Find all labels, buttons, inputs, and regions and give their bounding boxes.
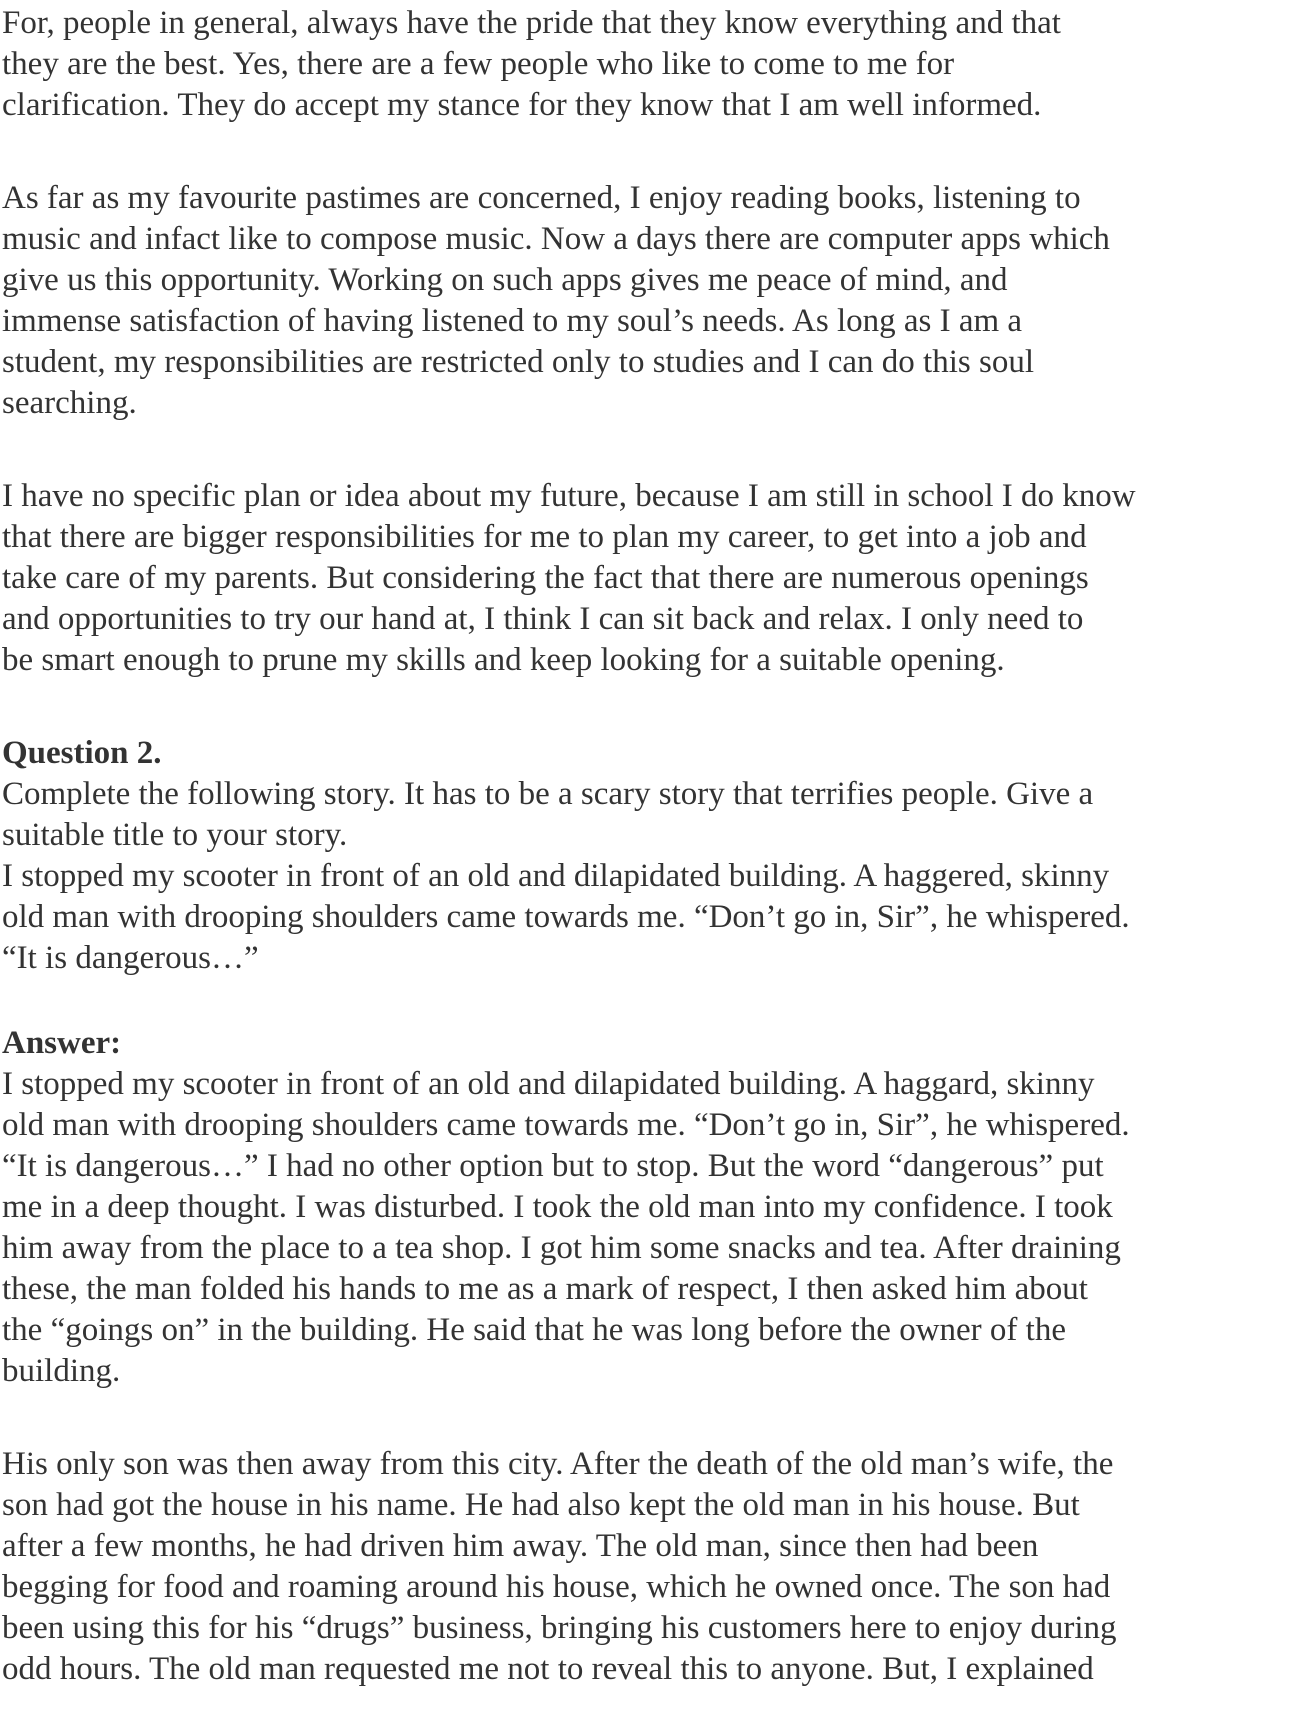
text-line: searching. bbox=[2, 385, 137, 421]
text-line: old man with drooping shoulders came towards me. “Don’t go in, Sir”, he whispered. bbox=[2, 899, 1130, 935]
text-line: As far as my favourite pastimes are concerned, I enjoy reading books, listening to bbox=[2, 180, 1081, 216]
text-line: after a few months, he had driven him away. The old man, since then had been bbox=[2, 1528, 1039, 1564]
text-line: I stopped my scooter in front of an old and dilapidated building. A haggard, skinny bbox=[2, 1066, 1095, 1102]
text-line: I have no specific plan or idea about my future, because I am still in school I do know bbox=[2, 478, 1136, 514]
text-line: me in a deep thought. I was disturbed. I took the old man into my confidence. I took bbox=[2, 1189, 1113, 1225]
text-line: Complete the following story. It has to be a scary story that terrifies people. Give a bbox=[2, 776, 1094, 812]
text-line: son had got the house in his name. He had also kept the old man in his house. But bbox=[2, 1487, 1080, 1523]
text-line: I stopped my scooter in front of an old and dilapidated building. A haggered, skinny bbox=[2, 858, 1110, 894]
text-line: him away from the place to a tea shop. I got him some snacks and tea. After draining bbox=[2, 1230, 1121, 1266]
paragraph bbox=[2, 476, 1297, 681]
question-heading: Question 2. bbox=[2, 735, 162, 771]
text-line: student, my responsibilities are restricted only to studies and I can do this soul bbox=[2, 344, 1034, 380]
text-line: take care of my parents. But considering the fact that there are numerous openings bbox=[2, 560, 1089, 596]
text-line: that there are bigger responsibilities for me to plan my career, to get into a job and bbox=[2, 519, 1087, 555]
text-line: “It is dangerous…” I had no other option but to stop. But the word “dangerous” put bbox=[2, 1148, 1104, 1184]
text-line: these, the man folded his hands to me as a mark of respect, I then asked him about bbox=[2, 1271, 1088, 1307]
text-line: they are the best. Yes, there are a few people who like to come to me for bbox=[2, 46, 955, 82]
text-line: suitable title to your story. bbox=[2, 817, 348, 853]
text-line: old man with drooping shoulders came towards me. “Don’t go in, Sir”, he whispered. bbox=[2, 1107, 1130, 1143]
paragraph bbox=[2, 1444, 1297, 1690]
question-section bbox=[2, 733, 1297, 979]
answer-heading: Answer: bbox=[2, 1025, 122, 1061]
text-line: music and infact like to compose music. Now a days there are computer apps which bbox=[2, 221, 1110, 257]
text-line: immense satisfaction of having listened to my soul’s needs. As long as I am a bbox=[2, 303, 1023, 339]
text-line: odd hours. The old man requested me not to reveal this to anyone. But, I explained bbox=[2, 1651, 1094, 1687]
text-line: begging for food and roaming around his house, which he owned once. The son had bbox=[2, 1569, 1111, 1605]
text-line: and opportunities to try our hand at, I think I can sit back and relax. I only need to bbox=[2, 601, 1084, 637]
text-line: His only son was then away from this city. After the death of the old man’s wife, the bbox=[2, 1446, 1114, 1482]
answer-section bbox=[2, 1023, 1297, 1392]
text-line: building. bbox=[2, 1353, 121, 1389]
paragraph bbox=[2, 178, 1297, 424]
text-line: be smart enough to prune my skills and keep looking for a suitable opening. bbox=[2, 642, 1005, 678]
text-line: the “goings on” in the building. He said that he was long before the owner of the bbox=[2, 1312, 1066, 1348]
text-line: been using this for his “drugs” business, bringing his customers here to enjoy during bbox=[2, 1610, 1117, 1646]
text-line: give us this opportunity. Working on such apps gives me peace of mind, and bbox=[2, 262, 1008, 298]
text-line: “It is dangerous…” bbox=[2, 940, 259, 976]
text-line: For, people in general, always have the pride that they know everything and that bbox=[2, 5, 1061, 41]
paragraph bbox=[2, 3, 1297, 126]
text-line: clarification. They do accept my stance for they know that I am well informed. bbox=[2, 87, 1042, 123]
